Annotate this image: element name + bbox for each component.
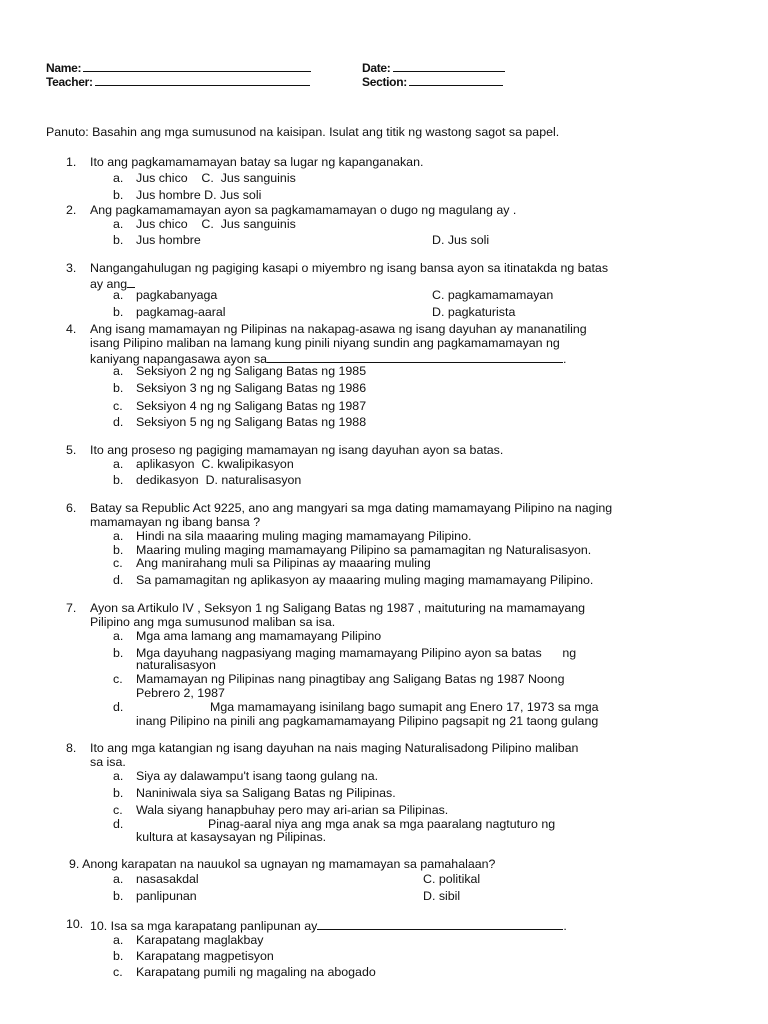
answer-blank	[127, 275, 135, 288]
question-number: 8.	[66, 741, 77, 755]
answer-blank	[317, 917, 563, 930]
option-text-cont: Pebrero 2, 1987	[136, 686, 225, 700]
section-label: Section:	[362, 75, 407, 89]
question-text: Nangangahulugan ng pagiging kasapi o miyembro ng isang bansa ayon sa itinatakda ng batas	[90, 261, 609, 275]
option-letter: a.	[113, 288, 124, 302]
option-text: Mga mamamayang isinilang bago sumapit ang Enero 17, 1973 sa mga	[210, 700, 599, 714]
question-text: Ito ang proseso ng pagiging mamamayan ng isang dayuhan ayon sa batas.	[90, 443, 504, 457]
question-text-line2: Pilipino ang mga sumusunod maliban sa isa.	[90, 615, 336, 629]
option-text: pagkabanyaga	[136, 288, 218, 302]
option-letter: a.	[113, 769, 124, 783]
question-text-line3-text: kaniyang napangasawa ayon sa	[90, 352, 268, 366]
question-number: 5.	[66, 443, 77, 457]
option-text: Mamamayan ng Pilipinas nang pinagtibay ang Saligang Batas ng 1987 Noong	[136, 672, 565, 686]
name-field	[46, 60, 311, 75]
option-text: Karapatang pumili ng magaling na abogado	[136, 965, 376, 979]
teacher-label: Teacher:	[46, 75, 93, 89]
option-d-text: D. Jus soli	[432, 233, 490, 247]
option-letter: b.	[113, 473, 124, 487]
option-letter: b.	[113, 188, 124, 202]
option-c-text: C. pagkamamamayan	[432, 288, 554, 302]
option-text: nasasakdal	[136, 872, 199, 886]
option-letter: d.	[113, 700, 124, 714]
option-c-text: C. politikal	[423, 872, 481, 886]
option-letter: d.	[113, 817, 124, 831]
option-text: Hindi na sila maaaring muling maging mamamayang Pilipino.	[136, 529, 472, 543]
option-text: Jus chico C. Jus sanguinis	[136, 217, 296, 231]
question-text-line2: sa isa.	[90, 755, 126, 769]
option-letter: c.	[113, 399, 123, 413]
question-text: Ayon sa Artikulo IV , Seksyon 1 ng Saligang Batas ng 1987 , maituturing na mamamayang	[90, 601, 586, 615]
question-number: 1.	[66, 155, 77, 169]
option-text: Jus hombre	[136, 233, 201, 247]
option-letter: c.	[113, 803, 123, 817]
option-letter: d.	[113, 573, 124, 587]
question-number: 3.	[66, 261, 77, 275]
option-letter: b.	[113, 889, 124, 903]
question-text: Ang pagkamamamayan ayon sa pagkamamamayan o dugo ng magulang ay .	[90, 203, 517, 217]
option-text: Karapatang magpetisyon	[136, 949, 274, 963]
option-text: Seksiyon 2 ng ng Saligang Batas ng 1985	[136, 364, 367, 378]
option-text: Siya ay dalawampu't isang taong gulang na.	[136, 769, 379, 783]
date-label: Date:	[362, 61, 391, 75]
question-text: Batay sa Republic Act 9225, ano ang mangyari sa mga dating mamamayang Pilipino na naging	[90, 501, 613, 515]
question-text-line2: isang Pilipino maliban na lamang kung pinili niyang sundin ang pagkamamamayan ng	[90, 336, 560, 350]
option-letter: b.	[113, 949, 124, 963]
section-blank	[409, 74, 503, 86]
option-letter: a.	[113, 171, 124, 185]
question-text: Ang isang mamamayan ng Pilipinas na nakapag-asawa ng isang dayuhan ay mananatiling	[90, 322, 587, 336]
question-text-end: .	[563, 919, 567, 933]
option-text: Mga dayuhang nagpasiyang maging mamamayang Pilipino ayon sa batas ng	[136, 646, 577, 660]
question-text: Ito ang pagkamamamayan batay sa lugar ng kapanganakan.	[90, 155, 424, 169]
section-field	[362, 74, 503, 89]
option-letter: a.	[113, 872, 124, 886]
date-field	[362, 60, 505, 75]
option-letter: a.	[113, 629, 124, 643]
option-text: Seksiyon 5 ng ng Saligang Batas ng 1988	[136, 415, 367, 429]
teacher-blank	[95, 74, 310, 86]
option-text: Ang manirahang muli sa Pilipinas ay maaaring muling	[136, 556, 431, 570]
option-letter: b.	[113, 786, 124, 800]
option-letter: b.	[113, 646, 124, 660]
option-letter: b.	[113, 381, 124, 395]
option-letter: b.	[113, 305, 124, 319]
question-number: 10.	[66, 917, 84, 931]
question-number: 2.	[66, 203, 77, 217]
question-text-line2: mamamayan ng ibang bansa ?	[90, 515, 261, 529]
option-text: Jus chico C. Jus sanguinis	[136, 171, 296, 185]
instructions: Panuto: Basahin ang mga sumusunod na kaisipan. Isulat ang titik ng wastong sagot sa papel.	[46, 125, 560, 139]
option-text: panlipunan	[136, 889, 197, 903]
question-text-main: 10. Isa sa mga karapatang panlipunan ay	[90, 919, 318, 933]
option-letter: a.	[113, 217, 124, 231]
option-text: Maaring muling maging mamamayang Pilipino sa pamamagitan ng Naturalisasyon.	[136, 543, 592, 557]
teacher-field	[46, 74, 310, 89]
name-label: Name:	[46, 61, 82, 75]
option-text: Pinag-aaral niya ang mga anak sa mga paaralang nagtuturo ng	[208, 817, 556, 831]
option-letter: d.	[113, 415, 124, 429]
option-letter: c.	[113, 672, 123, 686]
option-d-text: D. sibil	[423, 889, 461, 903]
date-blank	[393, 60, 505, 72]
option-text: Sa pamamagitan ng aplikasyon ay maaaring muling maging mamamayang Pilipino.	[136, 573, 594, 587]
question-number: 6.	[66, 501, 77, 515]
option-letter: c.	[113, 965, 123, 979]
option-letter: a.	[113, 457, 124, 471]
option-text: Karapatang maglakbay	[136, 933, 264, 947]
option-text: Wala siyang hanapbuhay pero may ari-arian sa Pilipinas.	[136, 803, 449, 817]
option-text: Seksiyon 4 ng ng Saligang Batas ng 1987	[136, 399, 367, 413]
option-text: pagkamag-aaral	[136, 305, 226, 319]
option-text: aplikasyon C. kwalipikasyon	[136, 457, 294, 471]
option-text: Seksiyon 3 ng ng Saligang Batas ng 1986	[136, 381, 367, 395]
question-text	[90, 917, 650, 934]
name-blank	[83, 60, 311, 72]
question-text: Ito ang mga katangian ng isang dayuhan na nais maging Naturalisadong Pilipino maliban	[90, 741, 579, 755]
option-letter: b.	[113, 233, 124, 247]
question-text-end: .	[563, 352, 567, 366]
option-d-text: D. pagkaturista	[432, 305, 516, 319]
question-number: 7.	[66, 601, 77, 615]
option-letter: a.	[113, 364, 124, 378]
option-letter: a.	[113, 933, 124, 947]
option-text: Naniniwala siya sa Saligang Batas ng Pilipinas.	[136, 786, 396, 800]
option-text: Jus hombre D. Jus soli	[136, 188, 262, 202]
option-text: dedikasyon D. naturalisasyon	[136, 473, 302, 487]
option-text: Mga ama lamang ang mamamayang Pilipino	[136, 629, 382, 643]
option-letter: b.	[113, 543, 124, 557]
option-text-cont: kultura at kasaysayan ng Pilipinas.	[136, 830, 327, 844]
option-letter: a.	[113, 529, 124, 543]
answer-blank	[267, 350, 563, 363]
question-text: 9. Anong karapatan na nauukol sa ugnayan ng mamamayan sa pamahalaan?	[69, 857, 496, 871]
option-text-cont: naturalisasyon	[136, 658, 216, 672]
question-number: 4.	[66, 322, 77, 336]
option-letter: c.	[113, 556, 123, 570]
option-text-cont: inang Pilipino na pinili ang pagkamamamayang Pilipino pagsapit ng 21 taong gulang	[136, 714, 599, 728]
question-text-line2: ay ang	[90, 277, 128, 291]
